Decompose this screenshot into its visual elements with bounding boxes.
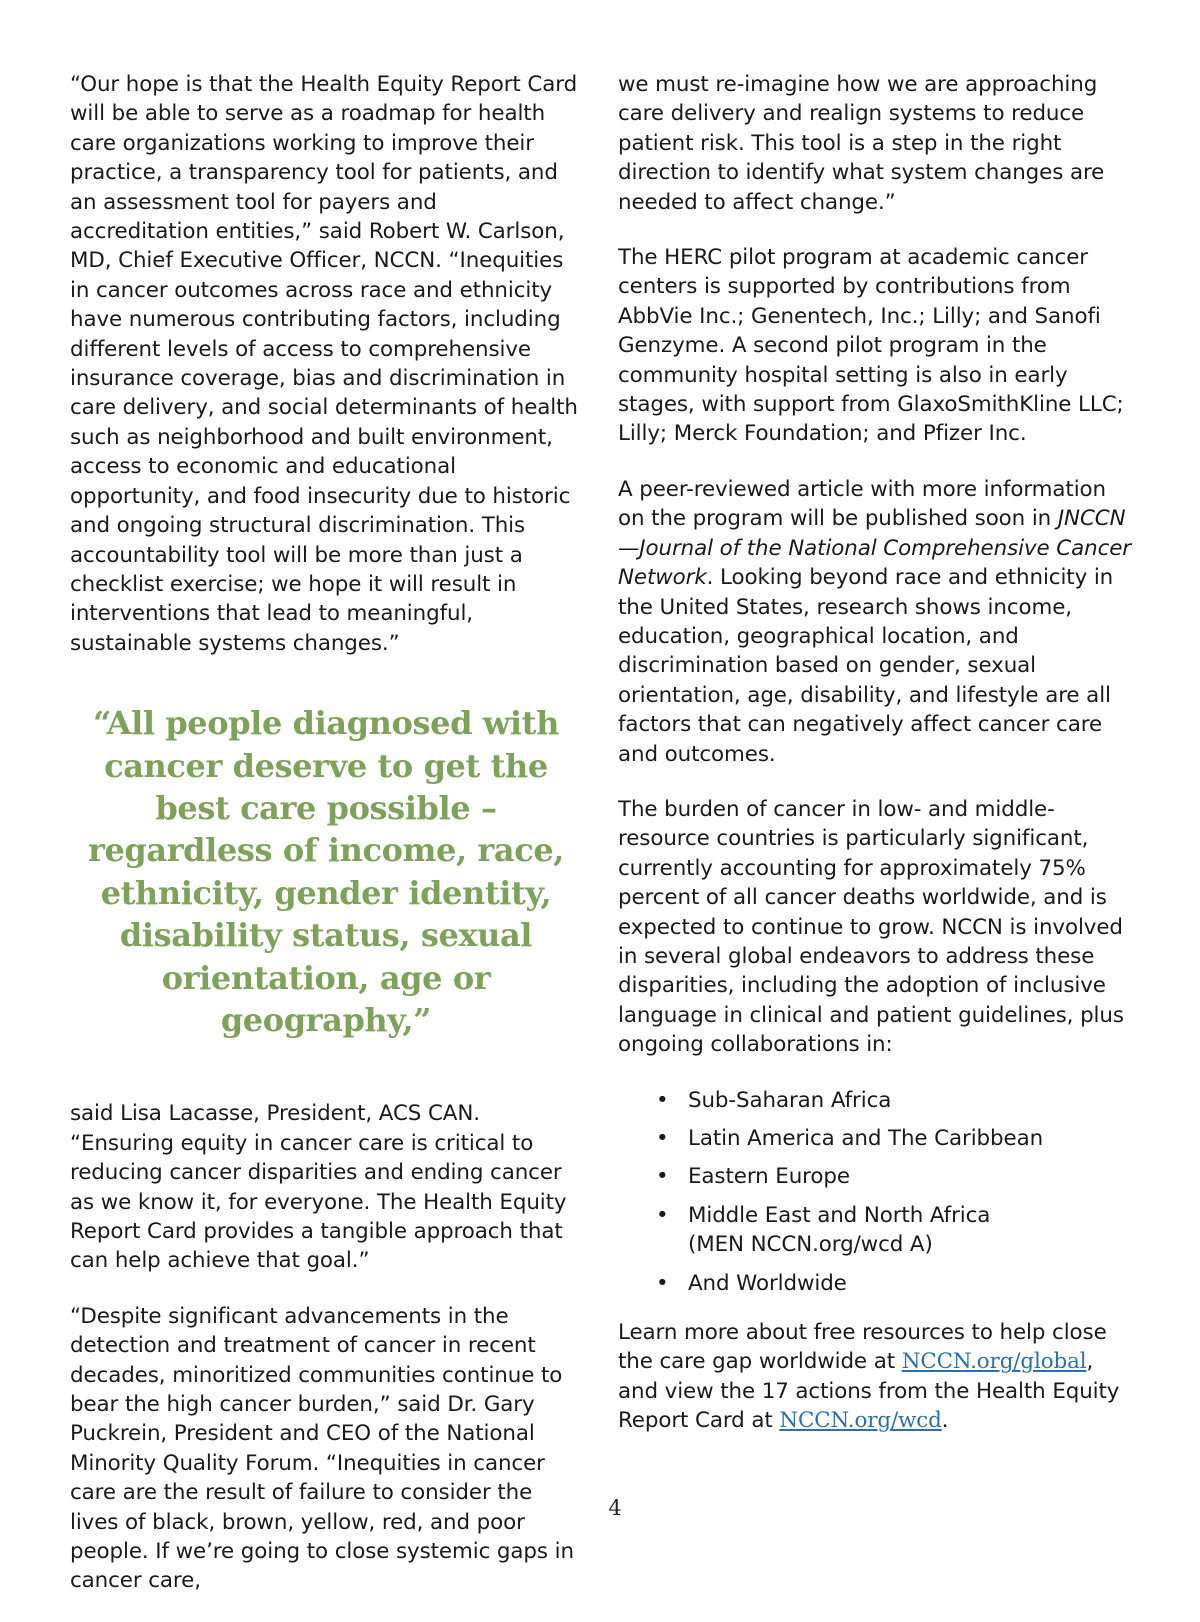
bullet-icon: • [656, 1164, 669, 1190]
puckrein-quote-continued: we must re-imagine how we are approaching care delivery and realign systems to reduce patient risk. This tool is a step in the right direction to identify what system changes are needed to affect change.” [618, 72, 1105, 215]
global-burden-paragraph: The burden of cancer in low- and middle-resource countries is particularly significant, currently accounting for approximately 75% percent of all cancer deaths worldwide, and is expected to continue to grow. NCCN is involved in several global endeavors to address these disparities, including the adoption of inclusive language in clinical and patient guidelines, plus ongoing collaborations in: [618, 796, 1124, 1058]
herc-pilot-paragraph: The HERC pilot program at academic cancer centers is supported by contributions from AbbVie Inc.; Genentech, Inc.; Lilly; and Sanofi Genzyme. A second pilot program in the community hospital setting is also in early stages, with support from GlaxoSmithKline LLC; Lilly; Merck Foundation; and Pfizer Inc. [618, 245, 1124, 447]
list-item [656, 1162, 1138, 1191]
region-note: (MEN NCCN.org/wcd A) [688, 1232, 933, 1258]
list-item [656, 1124, 1138, 1153]
article-text-before: A peer-reviewed article with more information on the program will be published soon in [618, 476, 1106, 532]
list-item [656, 1269, 1138, 1298]
closing-paragraph [618, 1318, 1138, 1436]
region-label: And Worldwide [688, 1270, 847, 1296]
jnccn-article-paragraph [618, 475, 1138, 769]
region-label: Latin America and The Caribbean [688, 1126, 1044, 1151]
list-item [656, 1086, 1138, 1115]
nccn-wcd-link[interactable]: NCCN.org/wcd [779, 1408, 942, 1434]
pull-quote: “All people diagnosed with cancer deserve to get the best care possible – regardless of income, race, ethnicity, gender identity, disability status, sexual orientation, age or geography,” [87, 704, 565, 1039]
collaboration-regions-list [618, 1086, 1138, 1298]
bullet-icon: • [656, 1202, 669, 1228]
page-number: 4 [608, 1496, 622, 1520]
puckrein-quote-paragraph: “Despite significant advancements in the detection and treatment of cancer in recent decades, minoritized communities continue to bear the high cancer burden,” said Dr. Gary Puckrein, President and CEO of the National Minority Quality Forum. “Inequities in cancer care are the result of failure to consider the lives of black, brown, yellow, red, and poor people. If we’re going to close systemic gaps in cancer care, [70, 1303, 574, 1594]
closing-text-1: Learn more about free resources to help close the care gap worldwide at [618, 1320, 1107, 1375]
right-column [618, 70, 1138, 1462]
closing-text-2: , and view the 17 actions from the Health Equity Report Card at [618, 1349, 1120, 1434]
bullet-icon: • [656, 1270, 669, 1296]
journal-title: JNCCN—Journal of the National Comprehensive Cancer Network [618, 506, 1131, 591]
left-column [70, 70, 582, 1622]
bullet-icon: • [656, 1126, 669, 1151]
lacasse-quote-paragraph: said Lisa Lacasse, President, ACS CAN. “Ensuring equity in cancer care is critical to reducing cancer disparities and ending cancer as we know it, for everyone. The Health Equity Report Card provides a tangible approach that can help achieve that goal.” [70, 1101, 567, 1274]
carlson-quote-paragraph: “Our hope is that the Health Equity Report Card will be able to serve as a roadmap for health care organizations working to improve their practice, a transparency tool for patients, and an assessment tool for payers and accreditation entities,” said Robert W. Carlson, MD, Chief Executive Officer, NCCN. “Inequities in cancer outcomes across race and ethnicity have numerous contributing factors, including different levels of access to comprehensive insurance coverage, bias and discrimination in care delivery, and social determinants of health such as neighborhood and built environment, access to economic and educational opportunity, and food insecurity due to historic and ongoing structural discrimination. This accountability tool will be more than just a checklist exercise; we hope it will result in interventions that lead to meaningful, sustainable systems changes.” [70, 72, 578, 656]
bullet-icon: • [656, 1087, 669, 1113]
closing-text-3: . [941, 1408, 949, 1434]
region-label: Sub-Saharan Africa [688, 1087, 892, 1113]
article-text-after: . Looking beyond race and ethnicity in the United States, research shows income, education, geographical location, and discrimination based on gender, sexual orientation, age, disability, and lifestyle are all factors that can negatively affect cancer care and outcomes. [618, 565, 1114, 767]
nccn-global-link[interactable]: NCCN.org/global [901, 1349, 1087, 1375]
list-item [656, 1201, 1138, 1260]
region-label: Eastern Europe [688, 1164, 850, 1190]
region-label: Middle East and North Africa [688, 1202, 991, 1228]
